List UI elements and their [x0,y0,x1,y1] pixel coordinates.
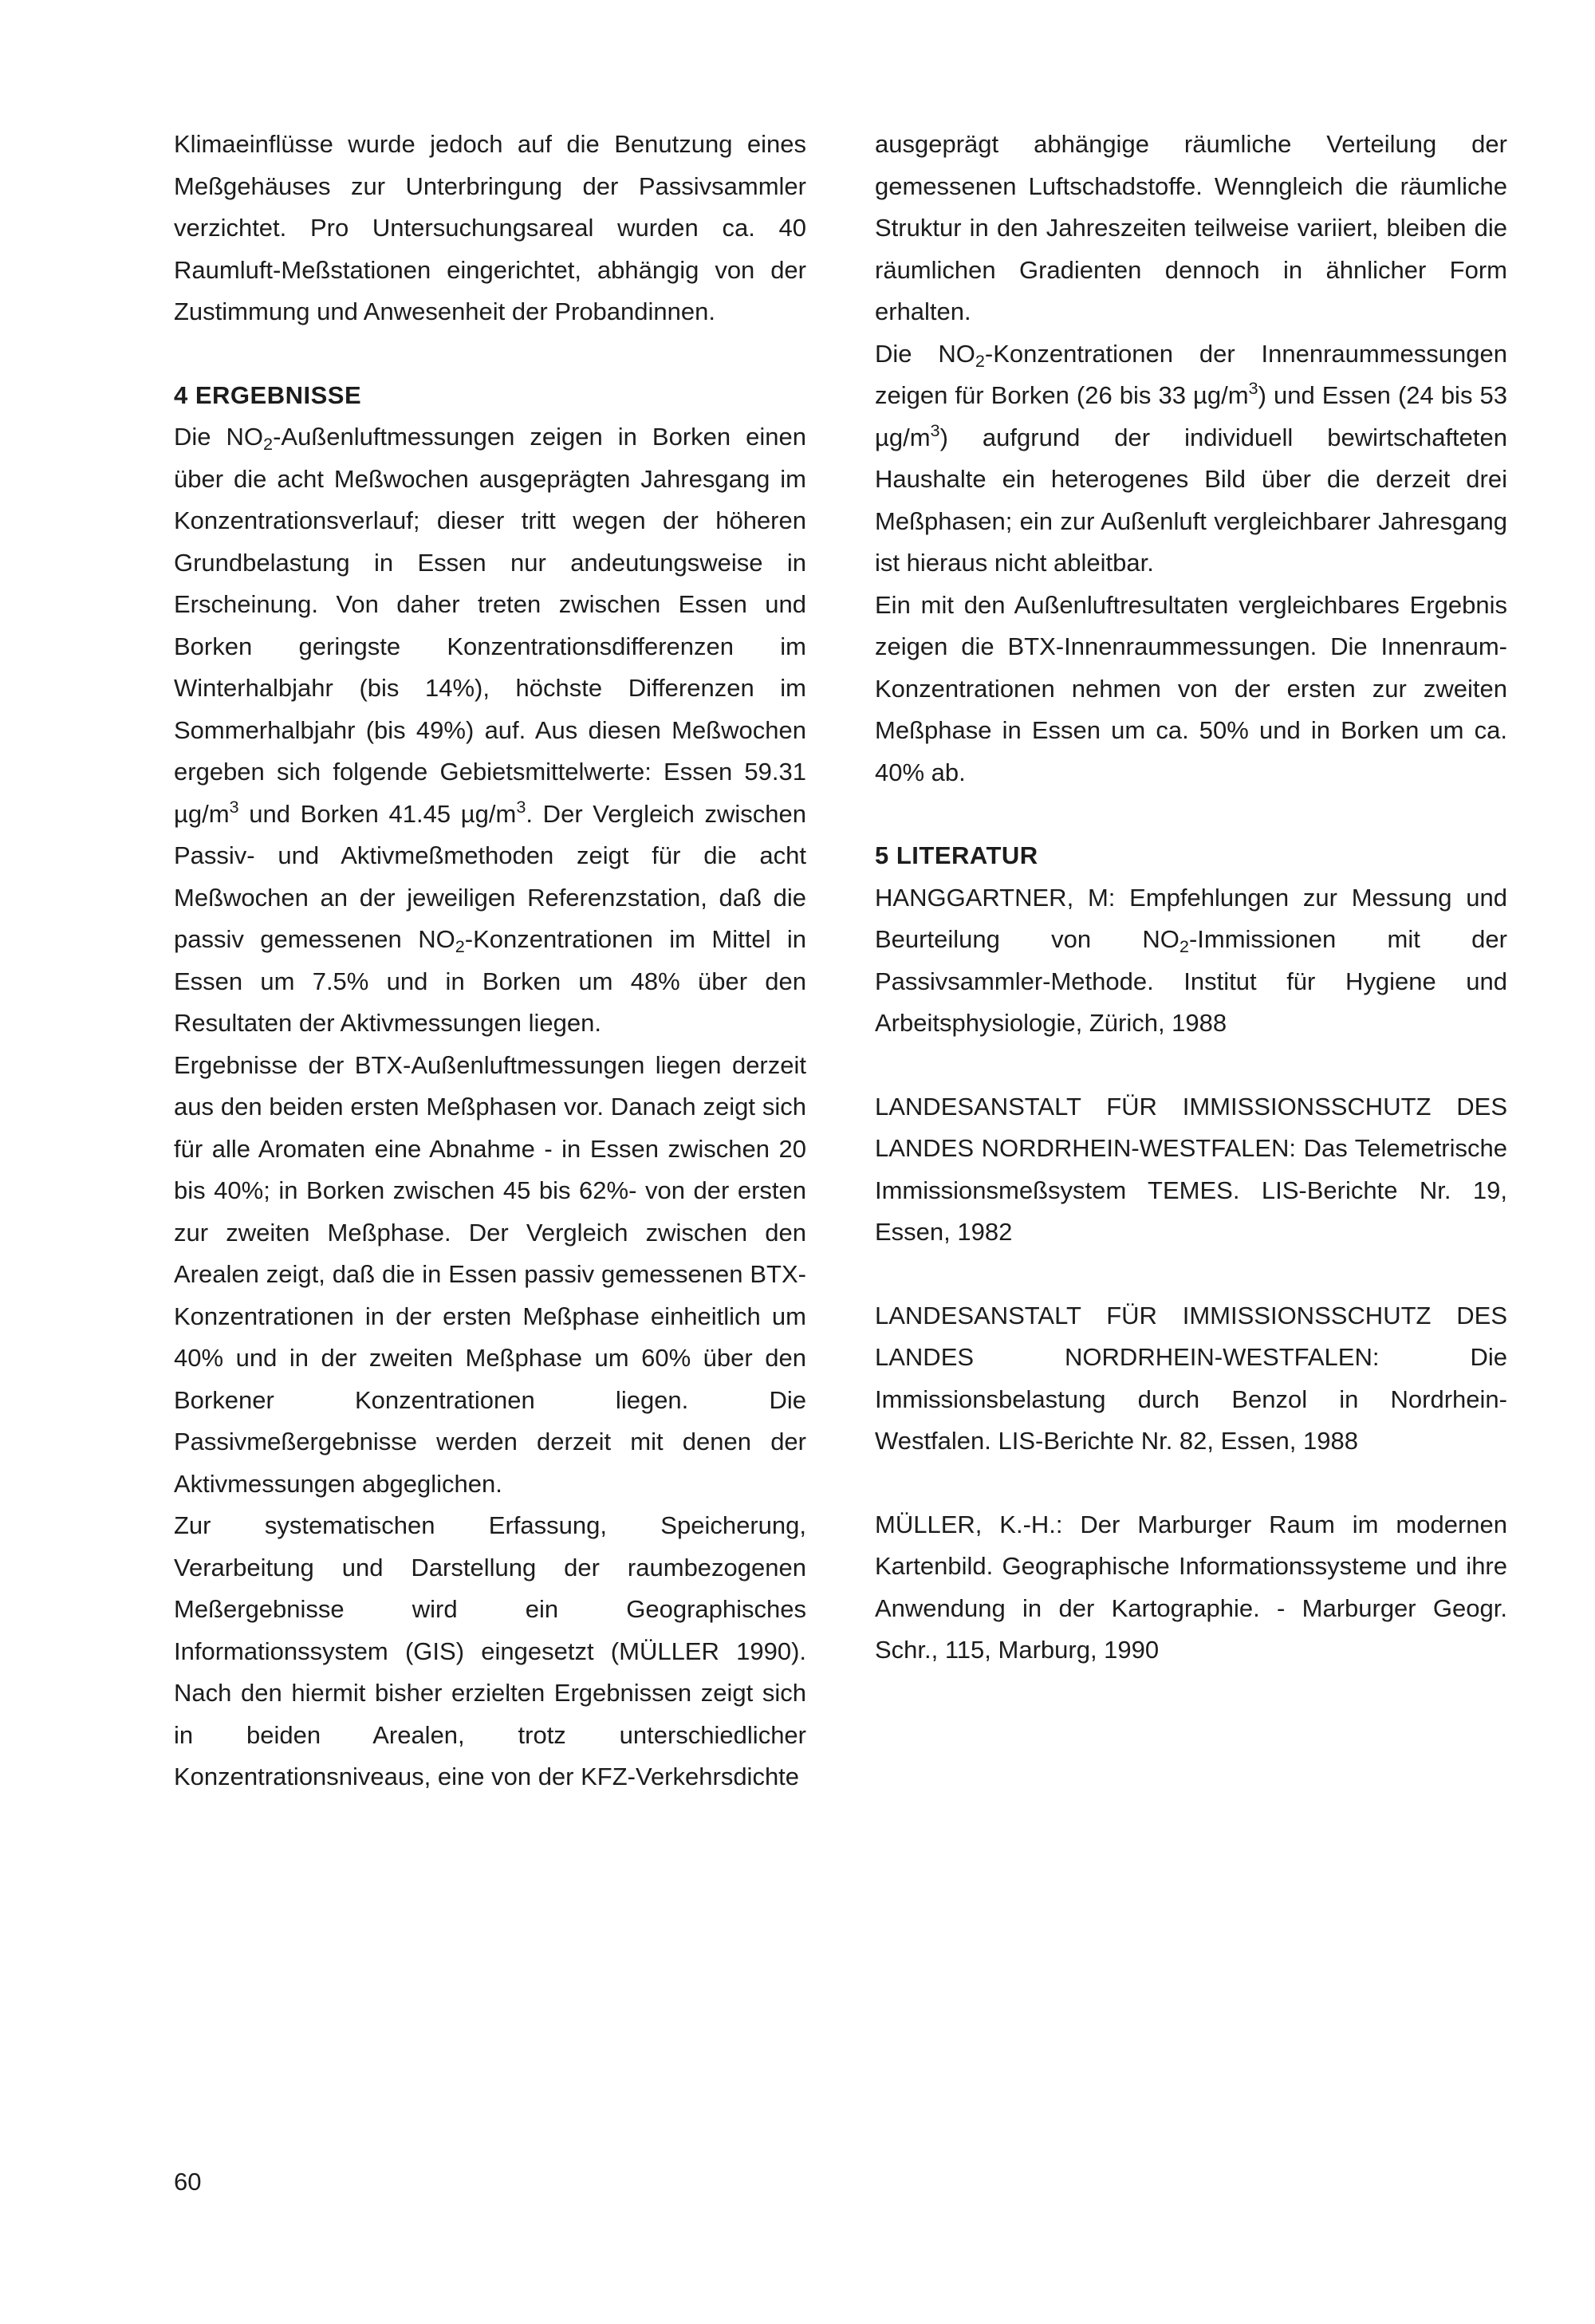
page-number: 60 [174,2168,202,2196]
right-column [875,124,1507,1672]
section-heading-ergebnisse: 4 ERGEBNISSE [174,380,362,409]
results-paragraph-btx: Ergebnisse der BTX-Außenluftmessungen liegen derzeit aus den beiden ersten Meßphasen vor. Danach zeigt sich für alle Aromaten eine Abnahme - in Essen zwischen 20 bis 40%; in Borken zwischen 45 bis 62%- von der ersten zur zweiten Meßphase. Der Vergleich zwischen den Arealen zeigt, daß die in Essen passiv gemessenen BTX-Konzentrationen in der ersten Meßphase einheitlich um 40% und in der zweiten Meßphase um 60% über den Borkener Konzentrationen liegen. Die Passivmeßergebnisse werden derzeit mit denen der Aktivmessungen abgeglichen. [174,1050,806,1498]
spatial-distribution-paragraph: ausgeprägt abhängige räumliche Verteilung der gemessenen Luftschadstoffe. Wenngleich die räumliche Struktur in den Jahreszeiten teilweise variiert, bleiben die räumlichen Gradienten dennoch in ähnlicher Form erhalten. [875,130,1507,325]
left-column [174,124,806,1798]
reference-lis-19: LANDESANSTALT FÜR IMMISSIONSSCHUTZ DES LANDES NORDRHEIN-WESTFALEN: Das Telemetrische Immissionsmeßsystem TEMES. LIS-Berichte Nr. 19, Essen, 1982 [875,1092,1507,1246]
reference-mueller: MÜLLER, K.-H.: Der Marburger Raum im modernen Kartenbild. Geographische Informationssysteme und ihre Anwendung in der Kartographie. - Marburger Geogr. Schr., 115, Marburg, 1990 [875,1510,1507,1664]
indoor-btx-paragraph: Ein mit den Außenluftresultaten vergleichbares Ergebnis zeigen die BTX-Innenraummessungen. Die Innenraum-Konzentrationen nehmen von der ersten zur zweiten Meßphase in Essen um ca. 50% und in Borken um ca. 40% ab. [875,590,1507,786]
section-heading-literatur: 5 LITERATUR [875,841,1038,869]
results-paragraph-gis: Zur systematischen Erfassung, Speicherung, Verarbeitung und Darstellung der raumbezogenen Meßergebnisse wird ein Geographisches Informationssystem (GIS) eingesetzt (MÜLLER 1990). Nach den hiermit bisher erzielten Ergebnissen zeigt sich in beiden Arealen, trotz unterschiedlicher Konzentrationsniveaus, eine von der KFZ-Verkehrsdichte [174,1511,806,1790]
reference-hanggartner: HANGGARTNER, M: Empfehlungen zur Messung und Beurteilung von $NO_2$-Immissionen mit der Passivsammler-Methode. Institut für Hygiene und Arbeitsphysiologie, Zürich, 1988 [875,883,1507,1037]
results-paragraph-no2: Die $NO_2$-Außenluftmessungen zeigen in Borken einen über die acht Meßwochen ausgeprägten Jahresgang im Konzentrationsverlauf; dieser tritt wegen der höheren Grundbelastung in Essen nur andeutungsweise in Erscheinung. Von daher treten zwischen Essen und Borken geringste Konzentrationsdifferenzen im Winterhalbjahr (bis 14%), höchste Differenzen im Sommerhalbjahr (bis 49%) auf. Aus diesen Meßwochen ergeben sich folgende Gebietsmittelwerte: Essen 59.31 $\mu g/m^3$ und Borken 41.45 $\mu g/m^3$. Der Vergleich zwischen Passiv- und Aktivmeßmethoden zeigt für die acht Meßwochen an der jeweiligen Referenzstation, daß die passiv gemessenen $NO_2$-Konzentrationen im Mittel in Essen um 7.5% und in Borken um 48% über den Resultaten der Aktivmessungen liegen. [174,423,806,1037]
intro-paragraph: Klimaeinflüsse wurde jedoch auf die Benutzung eines Meßgehäuses zur Unterbringung der Passivsammler verzichtet. Pro Untersuchungsareal wurden ca. 40 Raumluft-Meßstationen eingerichtet, abhängig von der Zustimmung und Anwesenheit der Probandinnen. [174,130,806,325]
reference-lis-82: LANDESANSTALT FÜR IMMISSIONSSCHUTZ DES LANDES NORDRHEIN-WESTFALEN: Die Immissionsbelastung durch Benzol in Nordrhein-Westfalen. LIS-Berichte Nr. 82, Essen, 1988 [875,1301,1507,1455]
indoor-no2-paragraph: Die $NO_2$-Konzentrationen der Innenraummessungen zeigen für Borken (26 bis 33 $\mu g/m^3$) und Essen (24 bis 53 $\mu g/m^3$) aufgrund der individuell bewirtschafteten Haushalte ein heterogenes Bild über die derzeit drei Meßphasen; ein zur Außenluft vergleichbarer Jahresgang ist hieraus nicht ableitbar. [875,339,1507,577]
